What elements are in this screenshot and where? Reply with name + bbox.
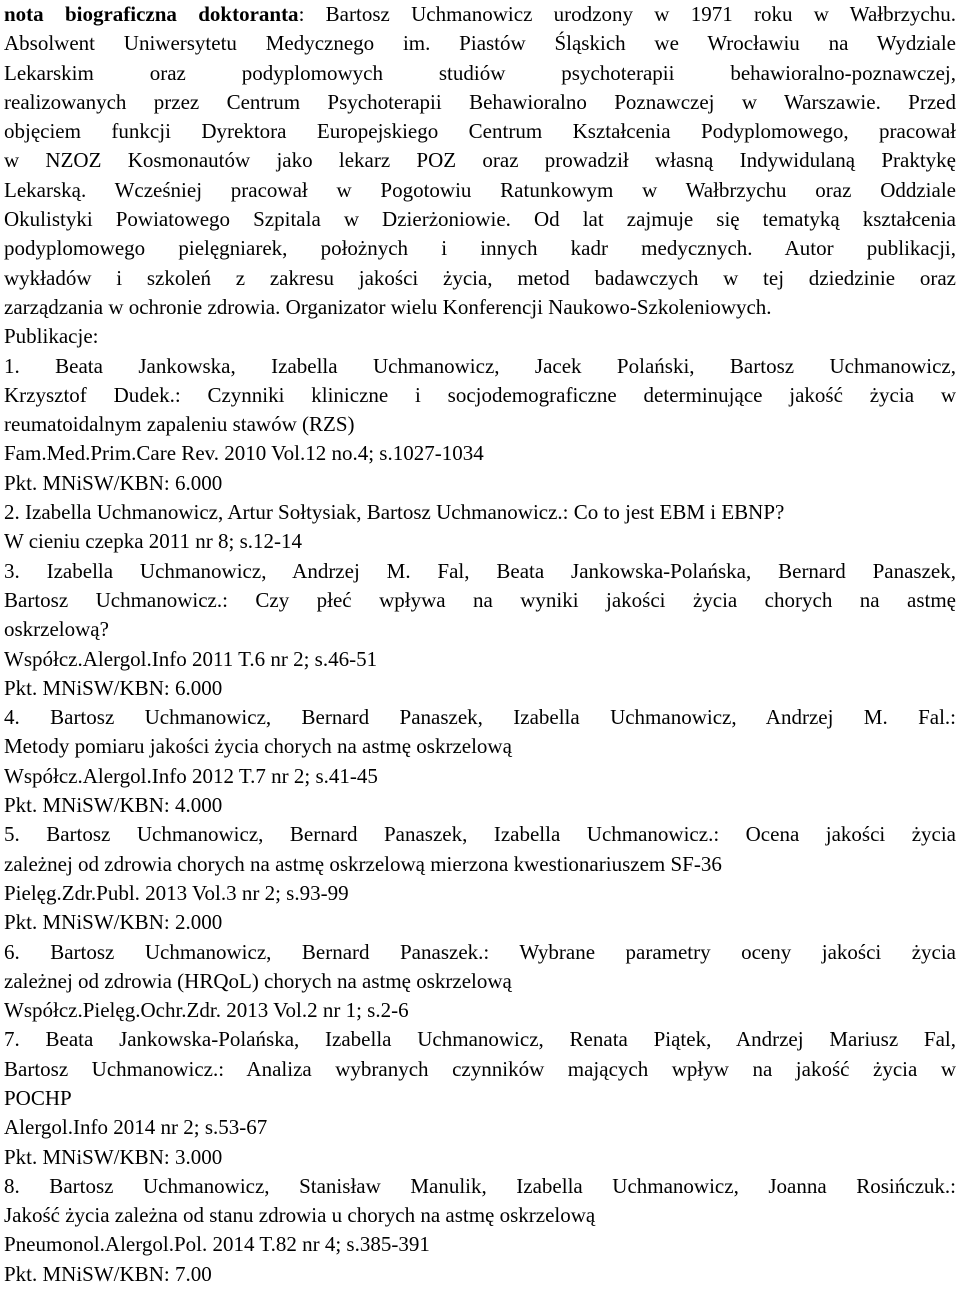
publication-item bbox=[4, 557, 956, 703]
publication-title-line: Bartosz Uchmanowicz.: Czy płeć wpływa na wyniki jakości życia chorych na astmę bbox=[4, 587, 956, 612]
bio-line: Okulistyki Powiatowego Szpitala w Dzierżoniowie. Od lat zajmuje się tematyką kształcenia bbox=[4, 207, 956, 232]
publication-source: Alergol.Info 2014 nr 2; s.53-67 bbox=[4, 1115, 268, 1140]
publications-heading: Publikacje: bbox=[4, 324, 99, 349]
bio-label: nota biograficzna doktoranta bbox=[4, 2, 299, 26]
bio-line: objęciem funkcji Dyrektora Europejskiego Centrum Kształcenia Podyplomowego, pracował bbox=[4, 119, 956, 144]
bio-line: Lekarską. Wcześniej pracował w Pogotowiu Ratunkowym w Wałbrzychu oraz Oddziale bbox=[4, 177, 956, 202]
publication-item bbox=[4, 1025, 956, 1171]
publication-title-line: reumatoidalnym zapaleniu stawów (RZS) bbox=[4, 412, 355, 437]
publication-title-line: Jakość życia zależna od stanu zdrowia u chorych na astmę oskrzelową bbox=[4, 1203, 596, 1228]
publication-item bbox=[4, 703, 956, 820]
publication-points: Pkt. MNiSW/KBN: 7.00 bbox=[4, 1261, 212, 1286]
publication-source: W cieniu czepka 2011 nr 8; s.12-14 bbox=[4, 529, 302, 554]
publication-title-line: 6. Bartosz Uchmanowicz, Bernard Panaszek.: Wybrane parametry oceny jakości życia bbox=[4, 939, 956, 964]
publication-title-line: 3. Izabella Uchmanowicz, Andrzej M. Fal, Beata Jankowska-Polańska, Bernard Panaszek, bbox=[4, 558, 956, 583]
publication-source: Fam.Med.Prim.Care Rev. 2010 Vol.12 no.4; s.1027-1034 bbox=[4, 441, 484, 466]
publication-points: Pkt. MNiSW/KBN: 6.000 bbox=[4, 470, 223, 495]
publication-title-line: 5. Bartosz Uchmanowicz, Bernard Panaszek, Izabella Uchmanowicz.: Ocena jakości życia bbox=[4, 822, 956, 847]
publication-title-line: zależnej od zdrowia chorych na astmę oskrzelową mierzona kwestionariuszem SF-36 bbox=[4, 851, 722, 876]
publication-item bbox=[4, 820, 956, 937]
publication-title-line: POCHP bbox=[4, 1085, 72, 1110]
bio-first-line bbox=[4, 0, 956, 29]
publication-source: Współcz.Alergol.Info 2012 T.7 nr 2; s.41-45 bbox=[4, 763, 378, 788]
publication-title-line: 1. Beata Jankowska, Izabella Uchmanowicz, Jacek Polański, Bartosz Uchmanowicz, bbox=[4, 353, 956, 378]
bio-line: Absolwent Uniwersytetu Medycznego im. Piastów Śląskich we Wrocławiu na Wydziale bbox=[4, 31, 956, 56]
publication-source: Pneumonol.Alergol.Pol. 2014 T.82 nr 4; s.385-391 bbox=[4, 1232, 430, 1257]
publication-title-line: zależnej od zdrowia (HRQoL) chorych na astmę oskrzelową bbox=[4, 968, 512, 993]
publication-title-line: 4. Bartosz Uchmanowicz, Bernard Panaszek, Izabella Uchmanowicz, Andrzej M. Fal.: bbox=[4, 705, 956, 730]
bio-line: zarządzania w ochronie zdrowia. Organizator wielu Konferencji Naukowo-Szkoleniowych. bbox=[4, 294, 772, 319]
publication-source: Pielęg.Zdr.Publ. 2013 Vol.3 nr 2; s.93-99 bbox=[4, 880, 349, 905]
bio-line: : Bartosz Uchmanowicz urodzony w 1971 roku w Wałbrzychu. bbox=[298, 2, 956, 26]
publication-source: Współcz.Alergol.Info 2011 T.6 nr 2; s.46-51 bbox=[4, 646, 378, 671]
bio-line: podyplomowego pielęgniarek, położnych i innych kadr medycznych. Autor publikacji, bbox=[4, 236, 956, 261]
bio-line: w NZOZ Kosmonautów jako lekarz POZ oraz prowadził własną Indywidulaną Praktykę bbox=[4, 148, 956, 173]
bio-line: realizowanych przez Centrum Psychoterapii Behawioralno Poznawczej w Warszawie. Przed bbox=[4, 89, 956, 114]
publication-points: Pkt. MNiSW/KBN: 4.000 bbox=[4, 793, 223, 818]
publication-source: Współcz.Pielęg.Ochr.Zdr. 2013 Vol.2 nr 1; s.2-6 bbox=[4, 998, 409, 1023]
publication-title-line: Krzysztof Dudek.: Czynniki kliniczne i socjodemograficzne determinujące jakość życia w bbox=[4, 382, 956, 407]
publication-title-line: 8. Bartosz Uchmanowicz, Stanisław Manulik, Izabella Uchmanowicz, Joanna Rosińczuk.: bbox=[4, 1173, 956, 1198]
publication-title-line: 7. Beata Jankowska-Polańska, Izabella Uchmanowicz, Renata Piątek, Andrzej Mariusz Fal, bbox=[4, 1027, 956, 1052]
publication-title-line: oskrzelową? bbox=[4, 617, 109, 642]
publication-title-line: Bartosz Uchmanowicz.: Analiza wybranych czynników mających wpływ na jakość życia w bbox=[4, 1056, 956, 1081]
bio-line: wykładów i szkoleń z zakresu jakości życia, metod badawczych w tej dziedzinie oraz bbox=[4, 265, 956, 290]
publication-points: Pkt. MNiSW/KBN: 3.000 bbox=[4, 1144, 223, 1169]
publication-points: Pkt. MNiSW/KBN: 6.000 bbox=[4, 675, 223, 700]
biography-paragraph bbox=[4, 0, 956, 322]
bio-line: Lekarskim oraz podyplomowych studiów psychoterapii behawioralno-poznawczej, bbox=[4, 60, 956, 85]
publication-points: Pkt. MNiSW/KBN: 2.000 bbox=[4, 910, 223, 935]
publication-item bbox=[4, 1172, 956, 1289]
publication-list bbox=[4, 352, 956, 1289]
publication-item bbox=[4, 938, 956, 1026]
publication-title-line: Metody pomiaru jakości życia chorych na astmę oskrzelową bbox=[4, 734, 512, 759]
publication-title-line: 2. Izabella Uchmanowicz, Artur Sołtysiak, Bartosz Uchmanowicz.: Co to jest EBM i EBNP? bbox=[4, 500, 785, 525]
publication-item bbox=[4, 352, 956, 498]
publication-item bbox=[4, 498, 956, 557]
